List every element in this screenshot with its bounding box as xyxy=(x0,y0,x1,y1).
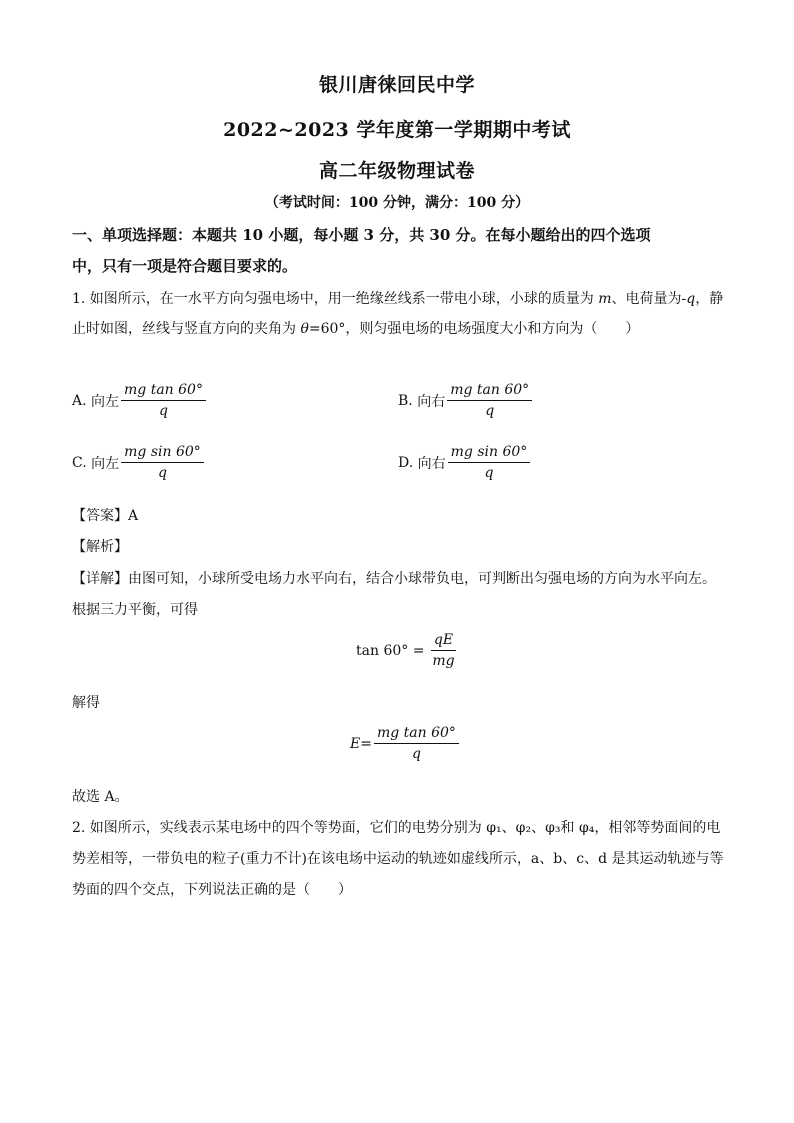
school-title: 银川唐徕回民中学 xyxy=(318,74,475,96)
q1-option-d[interactable]: D. 向右 $\frac{\text{mg sin 60°}}{q}$ xyxy=(398,444,530,481)
q1-balance: 根据三力平衡，可得 xyxy=(72,602,198,618)
q1-choose: 故选 A。 xyxy=(72,789,129,805)
q1-equation-2: E= $\frac{\text{mg tan 60°}}{q}$ xyxy=(350,725,459,762)
q2-stem-line3: 势面的四个交点，下列说法正确的是（ ） xyxy=(72,882,352,898)
q1-stem-line2: 止时如图，丝线与竖直方向的夹角为 θ=60°，则匀强电场的电场强度大小和方向为（ ） xyxy=(72,321,640,337)
section1-heading-line2: 中，只有一项是符合题目要求的。 xyxy=(72,257,298,275)
q1-option-a[interactable]: A. 向左 $\frac{\text{mg tan 60°}}{q}$ xyxy=(72,382,206,419)
q1-option-c[interactable]: C. 向左 $\frac{\text{mg sin 60°}}{q}$ xyxy=(72,444,204,481)
subject-title: 高二年级物理试卷 xyxy=(318,160,475,182)
q1-option-b[interactable]: B. 向右 $\frac{\text{mg tan 60°}}{q}$ xyxy=(398,382,532,419)
q2-stem-line1: 2. 如图所示，实线表示某电场中的四个等势面，它们的电势分别为 φ₁、φ₂、φ₃和 φ₄，相邻等势面间的电 xyxy=(72,820,721,836)
section1-heading-line1: 一、单项选择题：本题共 10 小题，每小题 3 分，共 30 分。在每小题给出的四个选项 xyxy=(72,226,651,244)
q2-stem-line2: 势差相等，一带负电的粒子(重力不计)在该电场中运动的轨迹如虚线所示，a、b、c、d 是其运动轨迹与等 xyxy=(72,851,724,867)
q1-detail: 【详解】由图可知，小球所受电场力水平向右，结合小球带负电，可判断出匀强电场的方向为水平向左。 xyxy=(72,571,716,587)
exam-title: 2022~2023 学年度第一学期期中考试 xyxy=(223,119,571,141)
exam-info: （考试时间：100 分钟，满分：100 分） xyxy=(264,195,530,211)
q1-answer: 【答案】A xyxy=(72,508,139,524)
q1-analysis-label: 【解析】 xyxy=(72,539,128,555)
q1-stem-line1: 1. 如图所示，在一水平方向匀强电场中，用一绝缘丝线系一带电小球，小球的质量为 m、电荷量为-q，静 xyxy=(72,291,724,307)
q1-solve: 解得 xyxy=(72,695,100,711)
q1-equation-1: tan 60° = $\frac{qE}{mg}$ xyxy=(356,632,455,669)
